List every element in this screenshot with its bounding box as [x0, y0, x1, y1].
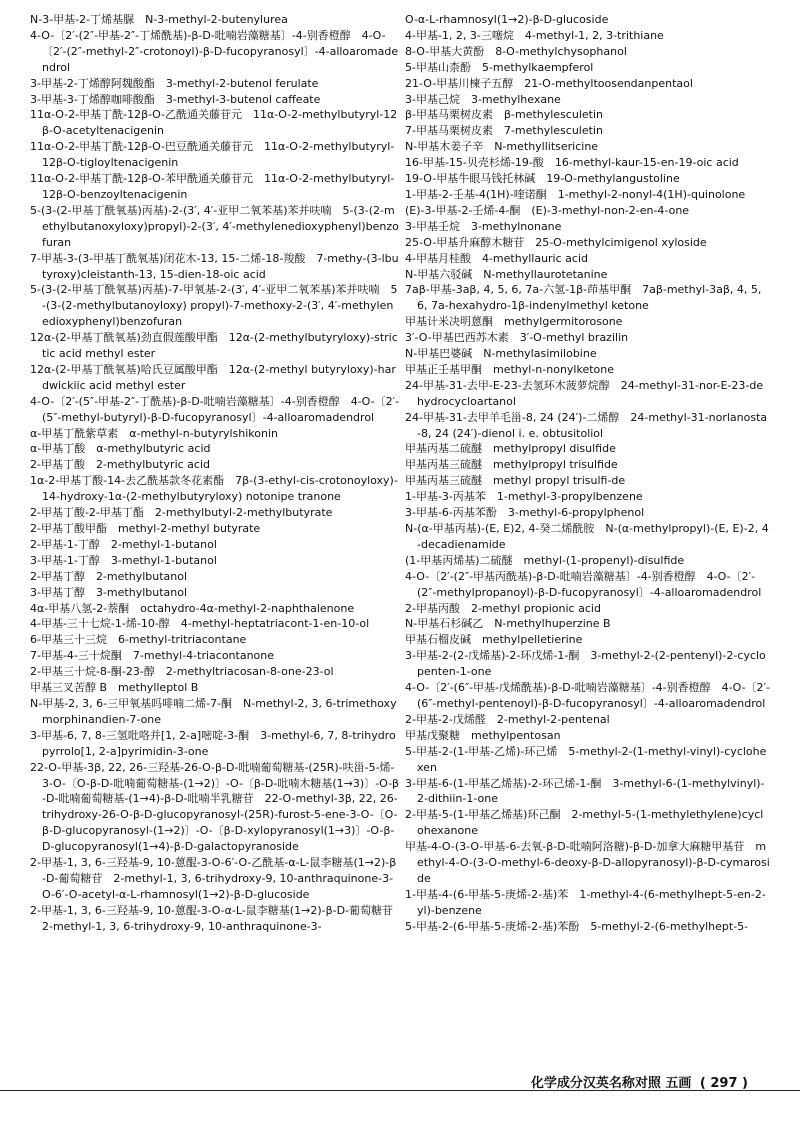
glossary-entry: 7-甲基马栗树皮素 7-methylesculetin: [405, 124, 603, 138]
glossary-entry: 4-O-〔2′-(5″-甲基-2″-丁酰基)-β-D-吡喃岩藻糖基〕-4-别香橙醇 4-O-〔2′-(5″-methyl-butyryl)-β-D-fucopyranosyl〕-4-alloaromadendrol: [30, 394, 400, 424]
glossary-entry: 3-甲基丁醇 3-methylbutanol: [30, 585, 188, 599]
glossary-entry: 1-甲基-3-丙基苯 1-methyl-3-propylbenzene: [405, 490, 643, 504]
glossary-entry: 4-O-〔2′-(2″-甲基-2″-丁烯酰基)-β-D-吡喃岩藻糖基〕-4-别香橙醇 4-O-〔2′-(2″-methyl-2″-crotonoyl)-β-D-fucopyranosyl〕-4-alloaromadendrol: [30, 28, 399, 74]
glossary-entry: 1α-2-甲基丁酸-14-去乙酰基款冬花素酯 7β-(3-ethyl-cis-crotonoyloxy)-14-hydroxy-1α-(2-methylbutyryloxy) notonipe tranone: [30, 474, 398, 504]
glossary-entry: 3-甲基-6-(1-甲基乙烯基)-2-环己烯-1-酮 3-methyl-6-(1-methylvinyl)-2-dithiin-1-one: [405, 776, 765, 806]
glossary-entry: 3-甲基-2-(2-戊烯基)-2-环戊烯-1-酮 3-methyl-2-(2-pentenyl)-2-cyclopenten-1-one: [405, 649, 766, 679]
glossary-entry: 3-甲基-6, 7, 8-三氢吡咯并[1, 2-a]嘧啶-3-酮 3-methyl-6, 7, 8-trihydropyrrolo[1, 2-a]pyrimidin-3-one: [30, 728, 396, 758]
glossary-entry: 8-O-甲基大黄酚 8-O-methylchysophanol: [405, 44, 627, 58]
glossary-entry: 1-甲基-4-(6-甲基-5-庚烯-2-基)苯 1-methyl-4-(6-methylhept-5-en-2-yl)-benzene: [405, 887, 766, 917]
glossary-entry: 5-甲基山柰酚 5-methylkaempferol: [405, 60, 594, 74]
glossary-entry: 2-甲基-1, 3, 6-三羟基-9, 10-蒽醌-3-O-α-L-鼠李糖基(1→2)-β-D-葡萄糖苷 2-methyl-1, 3, 6-trihydroxy-9, 10-anthraquinone-3-: [30, 903, 405, 933]
glossary-entry: 4-甲基月桂酸 4-methyllauric acid: [405, 251, 588, 265]
footer-rule: [0, 1090, 800, 1091]
page-number: ( 297 ): [699, 1076, 748, 1091]
glossary-entry: 11α-O-2-甲基丁酰-12β-O-乙酰通关藤苷元 11α-O-2-methylbutyryl-12β-O-acetyltenacigenin: [30, 108, 398, 138]
glossary-entry: 甲基-4-O-(3-O-甲基-6-去氧-β-D-吡喃阿洛糖)-β-D-加拿大麻糖甲基苷 methyl-4-O-(3-O-methyl-6-deoxy-β-D-allopyranosyl)-β-D-cymaroside: [405, 840, 770, 885]
glossary-entry: 19-O-甲基牛眼马钱托林碱 19-O-methylangustoline: [405, 172, 680, 186]
right-column: [405, 12, 770, 935]
glossary-entry: 12α-(2-甲基丁酰氧基)劲直假莲酸甲酯 12α-(2-methylbutyryloxy)-strictic acid methyl ester: [30, 331, 398, 361]
glossary-entry: 2-甲基丁酸甲酯 methyl-2-methyl butyrate: [30, 522, 261, 535]
glossary-entry: 2-甲基丁醇 2-methylbutanol: [30, 569, 188, 583]
glossary-entry: O-α-L-rhamnosyl(1→2)-β-D-glucoside: [405, 13, 609, 26]
glossary-entry: 2-甲基-1-丁醇 2-methyl-1-butanol: [30, 537, 217, 551]
glossary-entry: 25-O-甲基升麻醇木糖苷 25-O-methylcimigenol xyloside: [405, 235, 707, 249]
glossary-entry: 22-O-甲基-3β, 22, 26-三羟基-26-O-β-D-吡喃葡萄糖基-(25R)-呋甾-5-烯-3-O-〔O-β-D-吡喃葡萄糖基-(1→2)〕-O-〔β-D-吡喃木糖基(1→3)〕-O-β-D-吡喃葡萄糖基-(1→4)-β-D-吡喃半乳糖苷 22-O-methyl-3β, 22, 26-trihydroxy-26-O-β-D-glucopyranosyl-(25R)-furost-5-ene-3-O-〔O-β-D-glucopyranosyl-(1→2)〕-O-〔β-D-xylopyranosyl(1→3)〕-O-β-D-glucopyranosyl(1→4)-β-D-galactopyranoside: [30, 760, 400, 854]
glossary-entry: 3-甲基-6-丙基苯酚 3-methyl-6-propylphenol: [405, 506, 645, 520]
glossary-entry: (E)-3-甲基-2-壬烯-4-酮 (E)-3-methyl-non-2-en-4-one: [405, 203, 690, 217]
glossary-entry: 甲基丙基三硫醚 methyl propyl trisulfi-de: [405, 474, 626, 488]
glossary-entry: 甲基丙基二硫醚 methylpropyl disulfide: [405, 442, 616, 456]
glossary-entry: 7-甲基-3-(3-甲基丁酰氧基)闭花木-13, 15-二烯-18-羧酸 7-methy-(3-lbutyroxy)cleistanth-13, 15-dien-18-oic acid: [30, 251, 399, 281]
glossary-entry: N-甲基巴婆碱 N-methylasimilobine: [405, 347, 597, 361]
glossary-entry: 甲基戊聚糖 methylpentosan: [405, 728, 561, 742]
glossary-entry: N-甲基木姜子辛 N-methyllitsericine: [405, 140, 599, 154]
glossary-entry: 24-甲基-31-去甲-E-23-去氢环木菠萝烷醇 24-methyl-31-nor-E-23-dehydrocycloartanol: [405, 378, 764, 408]
glossary-entry: 4-甲基-1, 2, 3-三噻烷 4-methyl-1, 2, 3-trithiane: [405, 28, 664, 42]
glossary-entry: 甲基石榴皮碱 methylpelletierine: [405, 633, 583, 647]
glossary-entry: 甲基计米决明蒽酮 methylgermitorosone: [405, 315, 623, 329]
glossary-entry: 3′-O-甲基巴西苏木素 3′-O-methyl brazilin: [405, 331, 629, 345]
glossary-entry: 2-甲基-5-(1-甲基乙烯基)环己酮 2-methyl-5-(1-methylethylene)cyclohexanone: [405, 808, 764, 838]
glossary-entry: 4-O-〔2′-(2″-甲基丙酰基)-β-D-吡喃岩藻糖基〕-4-别香橙醇 4-O-〔2′-(2″-methylpropanoyl)-β-D-fucopyranosyl〕-4-alloaromadendrol: [405, 569, 762, 599]
glossary-entry: 1-甲基-2-壬基-4(1H)-喹诺酮 1-methyl-2-nonyl-4(1H)-quinolone: [405, 187, 746, 201]
glossary-entry: 4α-甲基八氢-2-萘酮 octahydro-4α-methyl-2-naphthalenone: [30, 601, 355, 615]
glossary-entry: 21-O-甲基川楝子五醇 21-O-methyltoosendanpentaol: [405, 76, 693, 90]
glossary-entry: N-3-甲基-2-丁烯基脲 N-3-methyl-2-butenylurea: [30, 13, 288, 26]
glossary-entry: N-甲基-2, 3, 6-三甲氧基吗啡喃二烯-7-酮 N-methyl-2, 3, 6-trimethoxymorphinandien-7-one: [30, 696, 397, 726]
glossary-entry: 2-甲基三十烷-8-酮-23-醇 2-methyltriacosan-8-one-23-ol: [30, 665, 334, 679]
glossary-entry: 3-甲基-2-丁烯醇阿魏酸酯 3-methyl-2-butenol ferulate: [30, 76, 319, 90]
glossary-entry: 甲基正壬基甲酮 methyl-n-nonylketone: [405, 362, 615, 376]
page-footer: [527, 1072, 748, 1091]
glossary-entry: N-甲基石杉碱乙 N-methylhuperzine B: [405, 617, 611, 631]
glossary-entry: N-甲基六驳碱 N-methyllaurotetanine: [405, 267, 608, 281]
glossary-entry: 3-甲基壬烷 3-methylnonane: [405, 219, 562, 233]
glossary-entry: 6-甲基三十三烷 6-methyl-tritriacontane: [30, 633, 247, 647]
glossary-entry: 2-甲基丁酸 2-methylbutyric acid: [30, 458, 210, 472]
footer-title: 化学成分汉英名称对照 五画: [530, 1076, 692, 1091]
glossary-entry: 24-甲基-31-去甲羊毛甾-8, 24 (24′)-二烯醇 24-methyl-31-norlanosta-8, 24 (24′)-dienol i. e. obtusitoliol: [405, 410, 768, 440]
glossary-entry: 5-甲基-2-(1-甲基-乙烯)-环己烯 5-methyl-2-(1-methyl-vinyl)-cyclohexen: [405, 744, 767, 774]
glossary-entry: 11α-O-2-甲基丁酰-12β-O-巴豆酰通关藤苷元 11α-O-2-methylbutyryl-12β-O-tigloyltenacigenin: [30, 140, 395, 170]
glossary-entry: 7aβ-甲基-3aβ, 4, 5, 6, 7a-六氢-1β-茚基甲酮 7aβ-methyl-3aβ, 4, 5, 6, 7a-hexahydro-1β-indenylmethyl ketone: [405, 283, 762, 313]
glossary-entry: 5-甲基-2-(6-甲基-5-庚烯-2-基)苯酚 5-methyl-2-(6-methylhept-5-: [405, 919, 749, 933]
glossary-entry: 7-甲基-4-三十烷酮 7-methyl-4-triacontanone: [30, 649, 275, 663]
glossary-entry: 甲基三叉苦醇 B methylleptol B: [30, 681, 199, 695]
glossary-entry: 2-甲基-2-戊烯醛 2-methyl-2-pentenal: [405, 712, 610, 726]
glossary-entry: 16-甲基-15-贝壳杉烯-19-酸 16-methyl-kaur-15-en-19-oic acid: [405, 156, 739, 170]
glossary-entry: β-甲基马栗树皮素 β-methylesculetin: [405, 108, 603, 122]
glossary-entry: 2-甲基丁酸-2-甲基丁酯 2-methylbutyl-2-methylbutyrate: [30, 506, 333, 520]
glossary-entry: 3-甲基己烷 3-methylhexane: [405, 92, 561, 106]
glossary-entry: 12α-(2-甲基丁酰氧基)哈氏豆属酸甲酯 12α-(2-methyl butyryloxy)-hardwickiic acid methyl ester: [30, 362, 396, 392]
left-column: [30, 12, 405, 935]
glossary-entry: 3-甲基-1-丁醇 3-methyl-1-butanol: [30, 553, 217, 567]
glossary-entry: (1-甲基丙烯基)二硫醚 methyl-(1-propenyl)-disulfide: [405, 553, 685, 567]
glossary-entry: 11α-O-2-甲基丁酰-12β-O-苯甲酰通关藤苷元 11α-O-2-methylbutyryl-12β-O-benzoyltenacigenin: [30, 172, 395, 201]
glossary-entry: 2-甲基丙酸 2-methyl propionic acid: [405, 601, 601, 615]
glossary-entry: α-甲基丁酰紫草素 α-methyl-n-butyrylshikonin: [30, 426, 279, 440]
glossary-entry: N-(α-甲基丙基)-(E, E)2, 4-癸二烯酰胺 N-(α-methylpropyl)-(E, E)-2, 4-decadienamide: [405, 522, 769, 551]
glossary-entry: 4-甲基-三十七烷-1-烯-10-醇 4-methyl-heptatriacont-1-en-10-ol: [30, 617, 370, 631]
glossary-entry: 5-(3-(2-甲基丁酰氧基)丙基)-2-(3′, 4′-亚甲二氧苯基)苯并呋喃 5-(3-(2-methylbutanoxyloxy)propyl)-2-(3′, 4′-methylenedioxyphenyl)benzofuran: [30, 203, 399, 249]
glossary-entry: 2-甲基-1, 3, 6-三羟基-9, 10-蒽醌-3-O-6′-O-乙酰基-α-L-鼠李糖基(1→2)-β-D-葡萄糖苷 2-methyl-1, 3, 6-trihydroxy-9, 10-anthraquinone-3-O-6′-O-acetyl-α-L-rhamnosyl(1→2)-β-D-glucoside: [30, 856, 397, 901]
glossary-entry: 5-(3-(2-甲基丁酰氧基)丙基)-7-甲氧基-2-(3′, 4′-亚甲二氧苯基)苯并呋喃 5-(3-(2-methylbutanoyloxy) propyl)-7-methoxy-2-(3′, 4′-methylenedioxyphenyl)benzofuran: [30, 283, 398, 329]
glossary-entry: 3-甲基-3-丁烯醇咖啡酸酯 3-methyl-3-butenol caffeate: [30, 92, 321, 106]
glossary-entry: α-甲基丁酸 α-methylbutyric acid: [30, 442, 211, 456]
glossary-entry: 4-O-〔2′-(6″-甲基-戊烯酰基)-β-D-吡喃岩藻糖基〕-4-别香橙醇 4-O-〔2′-(6″-methyl-pentenoyl)-β-D-fucopyranosyl〕-4-alloaromadendrol: [405, 681, 771, 710]
glossary-entry: 甲基丙基三硫醚 methylpropyl trisulfide: [405, 458, 618, 472]
